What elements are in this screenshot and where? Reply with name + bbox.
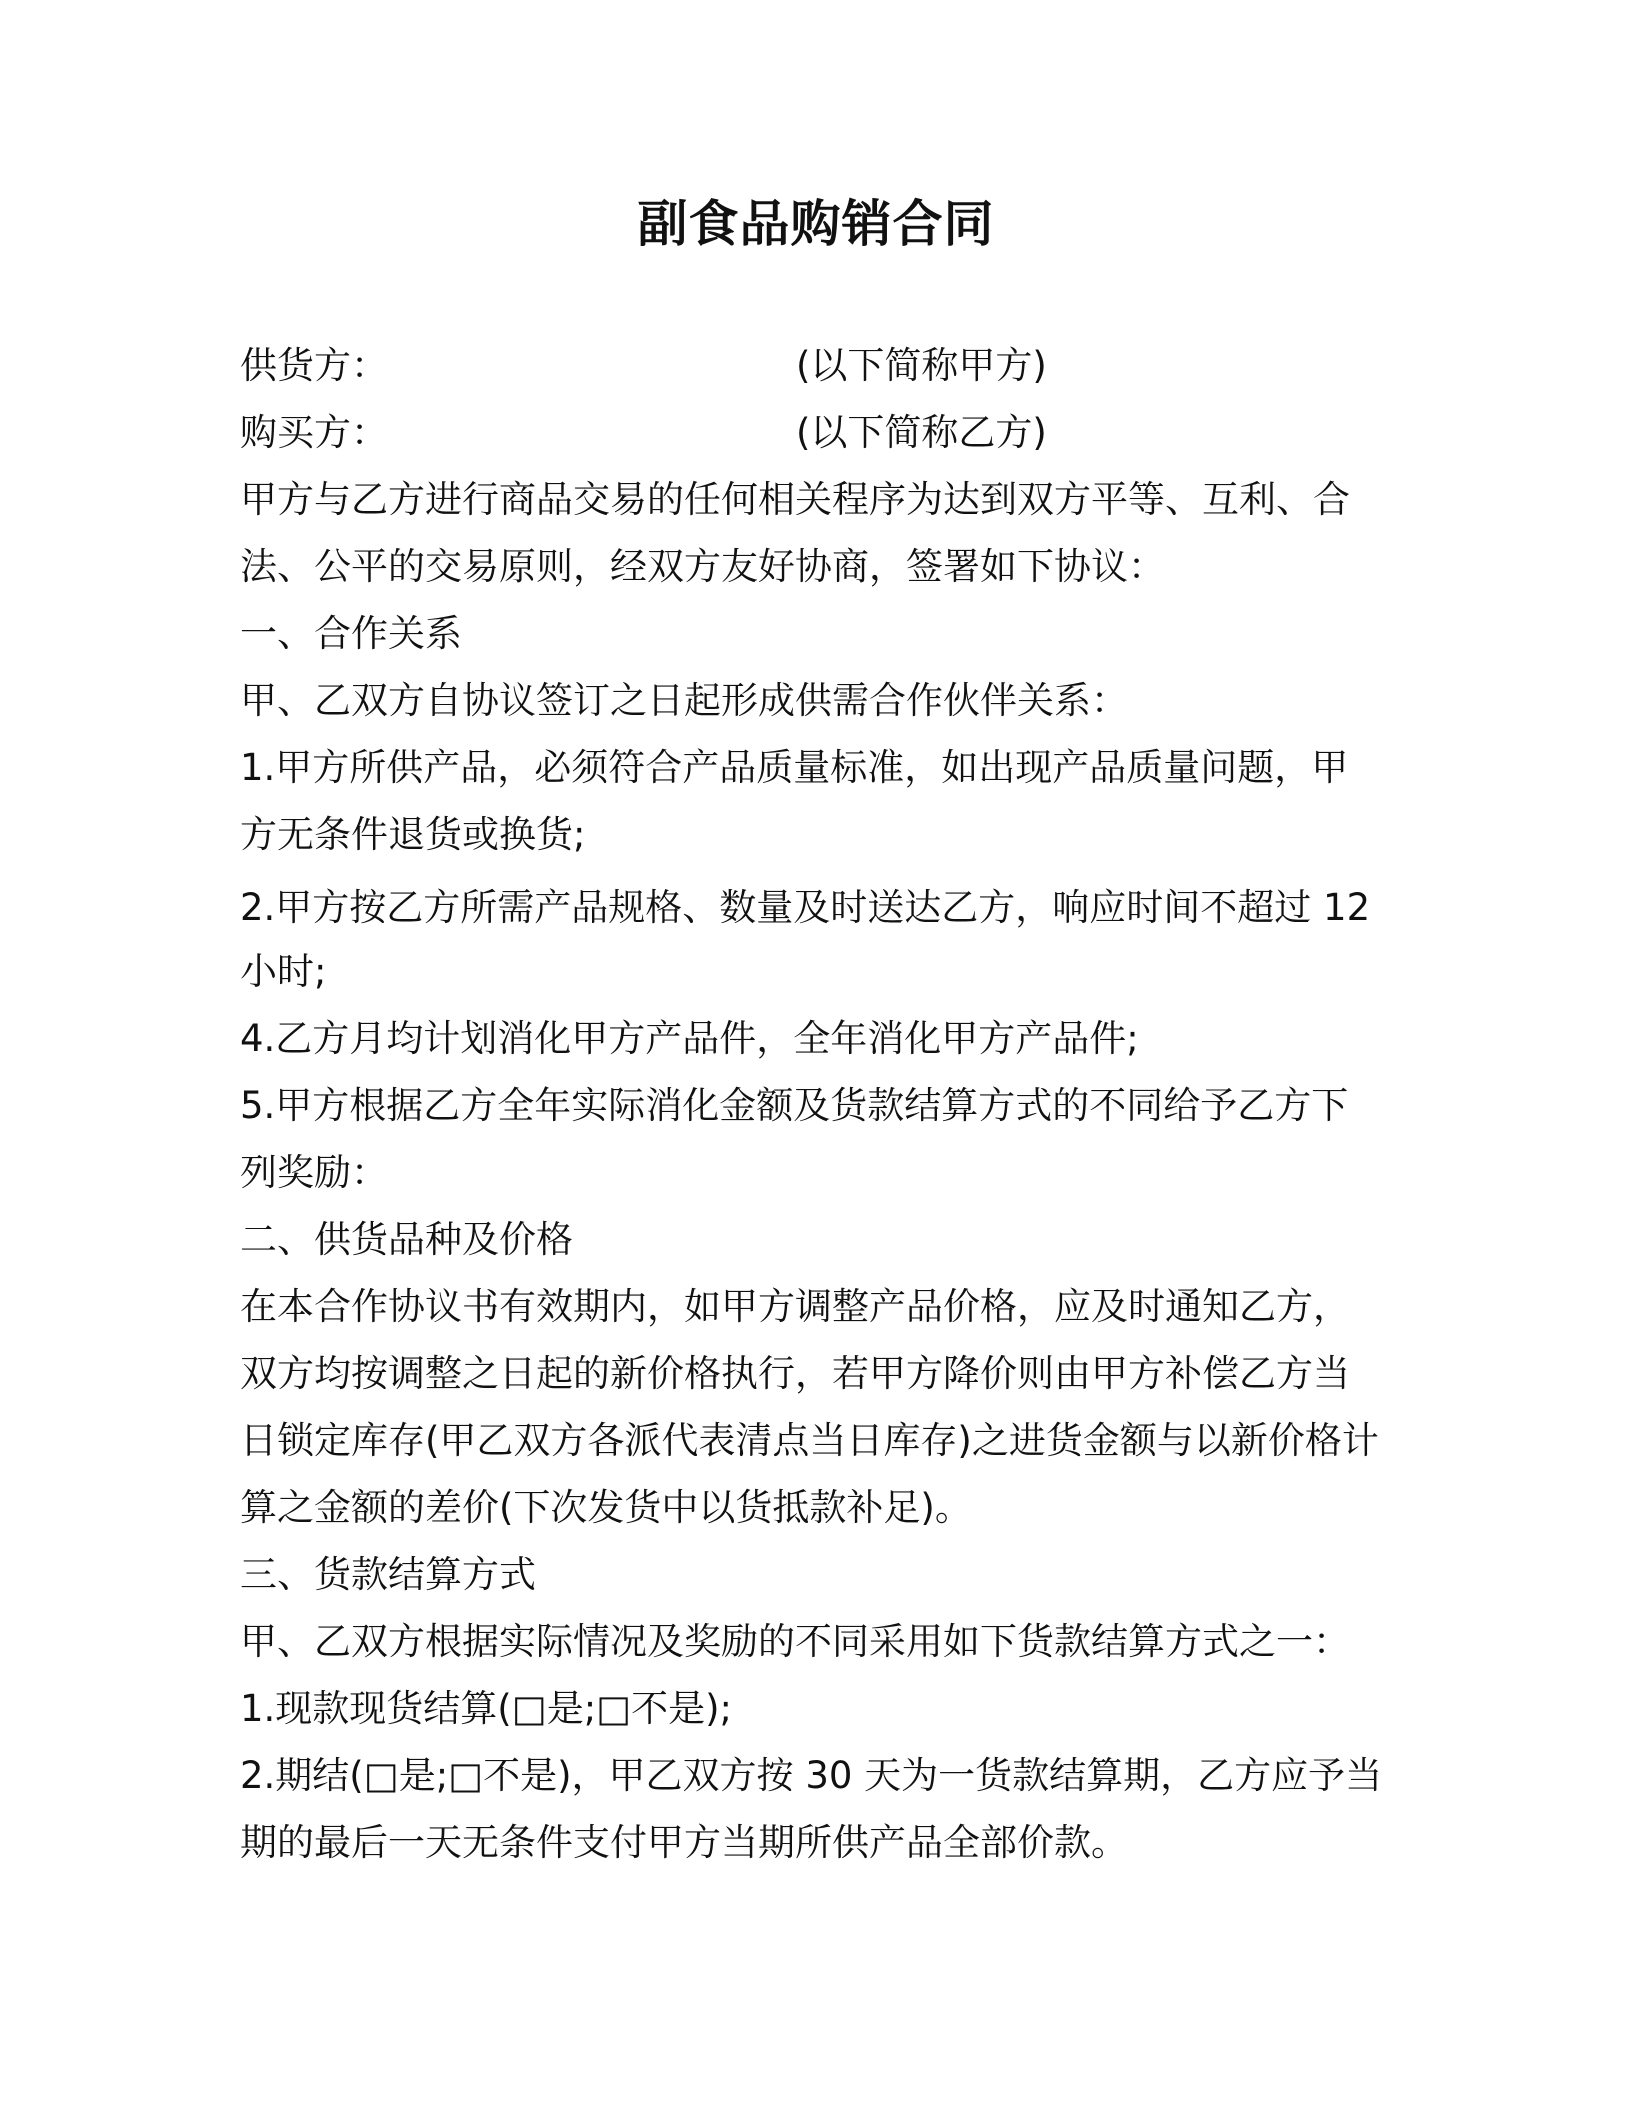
preamble-line-1: 甲方与乙方进行商品交易的任何相关程序为达到双方平等、互利、合 [240,478,1350,521]
buyer-label: 购买方： [240,411,388,454]
section1-item5-line-1: 5.甲方根据乙方全年实际消化金额及货款结算方式的不同给予乙方下 [240,1084,1349,1127]
section1-item1-line-1: 1.甲方所供产品，必须符合产品质量标准，如出现产品质量问题，甲 [240,746,1349,789]
supplier-label: 供货方： [240,344,388,387]
section2-body-line-1: 在本合作协议书有效期内，如甲方调整产品价格，应及时通知乙方， [240,1285,1350,1328]
section2-body-line-2: 双方均按调整之日起的新价格执行，若甲方降价则由甲方补偿乙方当 [240,1352,1350,1395]
section1-item5-line-2: 列奖励： [240,1151,388,1194]
section2-body-line-4: 算之金额的差价(下次发货中以货抵款补足)。 [240,1486,972,1529]
section3-heading: 三、货款结算方式 [240,1553,536,1596]
section2-heading: 二、供货品种及价格 [240,1218,573,1261]
supplier-note: (以下简称甲方) [796,344,1047,387]
section1-heading: 一、合作关系 [240,612,462,655]
section2-body-line-3: 日锁定库存(甲乙双方各派代表清点当日库存)之进货金额与以新价格计 [240,1419,1379,1462]
section3-item1: 1.现款现货结算(□是;□不是); [240,1687,733,1730]
section3-item2-line-2: 期的最后一天无条件支付甲方当期所供产品全部价款。 [240,1821,1128,1864]
section1-intro: 甲、乙双方自协议签订之日起形成供需合作伙伴关系： [240,679,1128,722]
preamble-line-2: 法、公平的交易原则，经双方友好协商，签署如下协议： [240,545,1165,588]
buyer-note: (以下简称乙方) [796,411,1047,454]
section1-item4: 4.乙方月均计划消化甲方产品件，全年消化甲方产品件; [240,1017,1139,1060]
section1-item2-line-1: 2.甲方按乙方所需产品规格、数量及时送达乙方，响应时间不超过 12 [240,886,1371,929]
section1-item2-line-2: 小时; [240,950,327,993]
section3-item2-line-1: 2.期结(□是;□不是)，甲乙双方按 30 天为一货款结算期，乙方应予当 [240,1754,1383,1797]
section3-intro: 甲、乙双方根据实际情况及奖励的不同采用如下货款结算方式之一： [240,1620,1350,1663]
document-title: 副食品购销合同 [637,195,995,253]
section1-item1-line-2: 方无条件退货或换货; [240,813,586,856]
